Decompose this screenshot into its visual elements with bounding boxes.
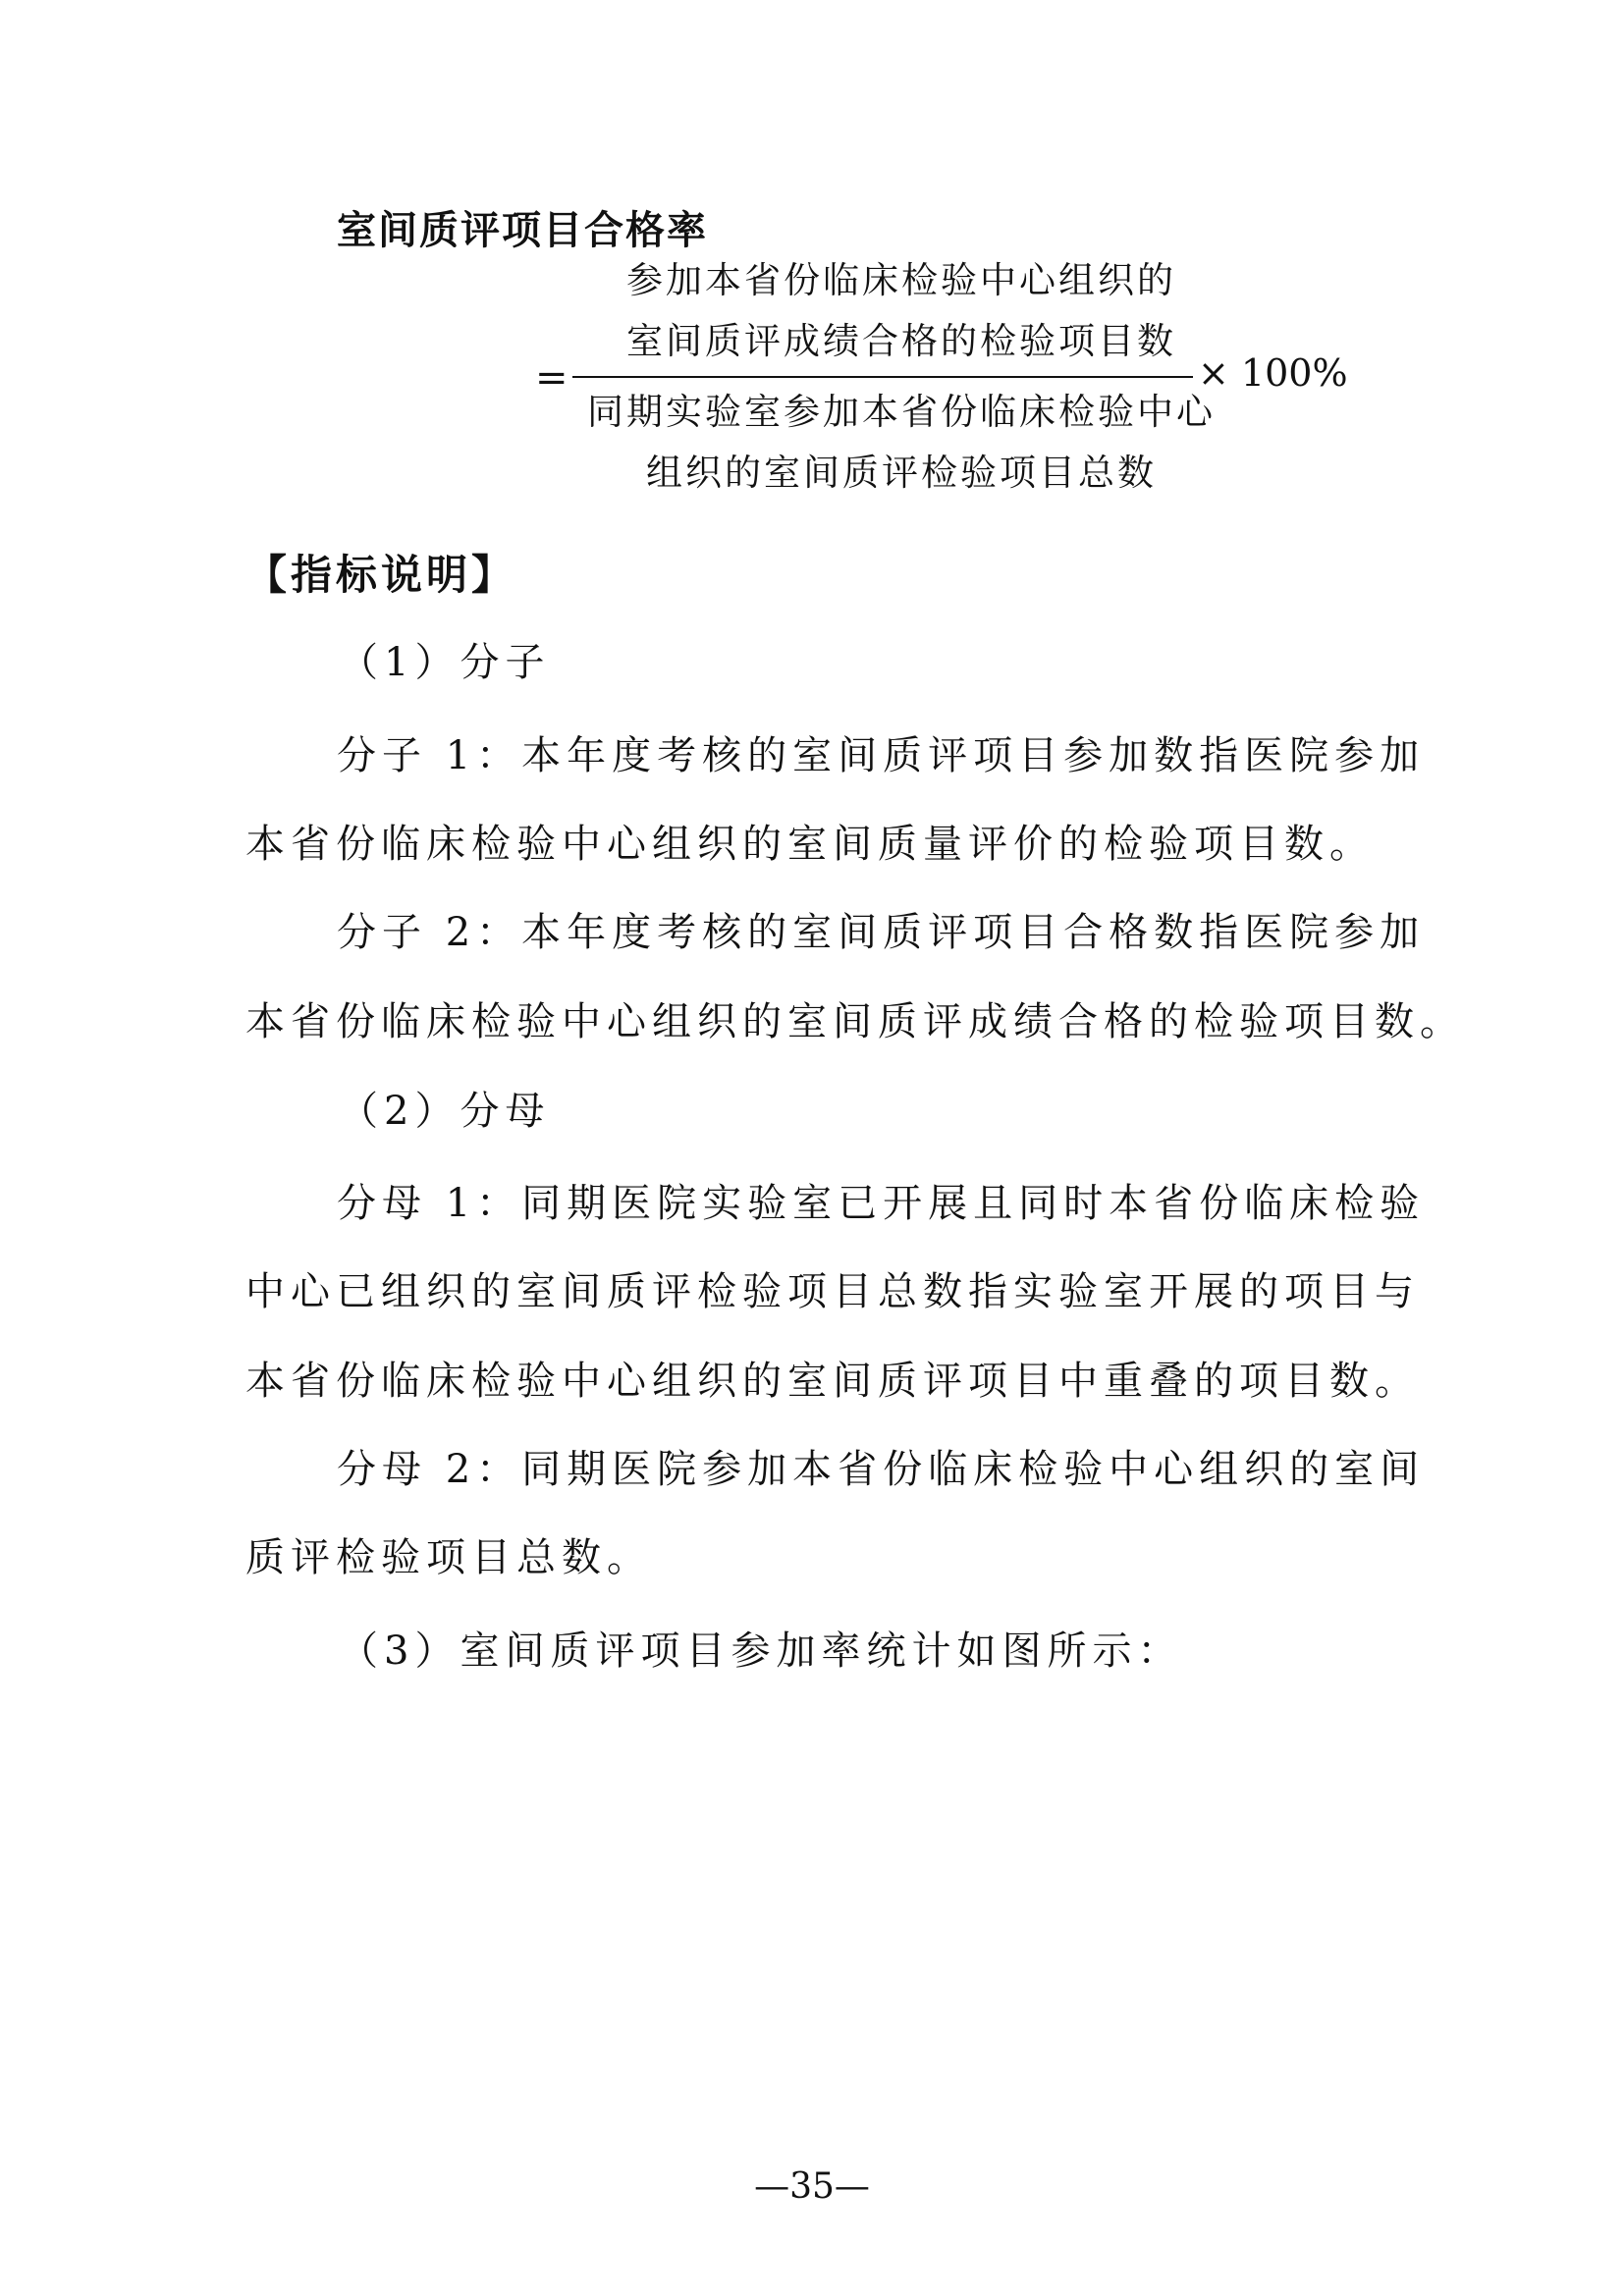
equals-sign: = [535, 355, 568, 400]
fraction-denominator [572, 382, 1230, 504]
stats-header: （3）室间质评项目参加率统计如图所示： [339, 1629, 1183, 1674]
denominator1-line-1: 分母 1：同期医院实验室已开展且同时本省份临床检验 [337, 1181, 1426, 1226]
denominator-line-1: 同期实验室参加本省份临床检验中心 [587, 391, 1216, 433]
numerator1-line-1: 分子 1：本年度考核的室间质评项目参加数指医院参加 [337, 733, 1426, 778]
numerator2-line-1: 分子 2：本年度考核的室间质评项目合格数指医院参加 [337, 910, 1426, 955]
numerator1-line-2: 本省份临床检验中心组织的室间质量评价的检验项目数。 [245, 822, 1375, 867]
numerator2-line-2: 本省份临床检验中心组织的室间质评成绩合格的检验项目数。 [245, 999, 1465, 1044]
multiplier: × 100% [1198, 351, 1348, 395]
rate-formula [535, 250, 1348, 496]
formula-title: 室间质评项目合格率 [337, 207, 708, 253]
denominator-line-2: 组织的室间质评检验项目总数 [646, 452, 1157, 494]
denominator2-line-1: 分母 2：同期医院参加本省份临床检验中心组织的室间 [337, 1447, 1426, 1492]
numerator-header: （1）分子 [339, 640, 551, 685]
page-number: —35— [754, 2166, 870, 2207]
numerator-line-2: 室间质评成绩合格的检验项目数 [626, 320, 1176, 362]
denominator2-line-2: 质评检验项目总数。 [245, 1535, 652, 1580]
denominator-header: （2）分母 [339, 1089, 551, 1134]
fraction-bar [572, 376, 1193, 378]
denominator1-line-2: 中心已组织的室间质评检验项目总数指实验室开展的项目与 [245, 1269, 1420, 1314]
numerator-line-1: 参加本省份临床检验中心组织的 [626, 259, 1176, 301]
denominator1-line-3: 本省份临床检验中心组织的室间质评项目中重叠的项目数。 [245, 1359, 1420, 1404]
fraction-numerator [572, 250, 1230, 372]
section-heading: 【指标说明】 [245, 551, 517, 599]
